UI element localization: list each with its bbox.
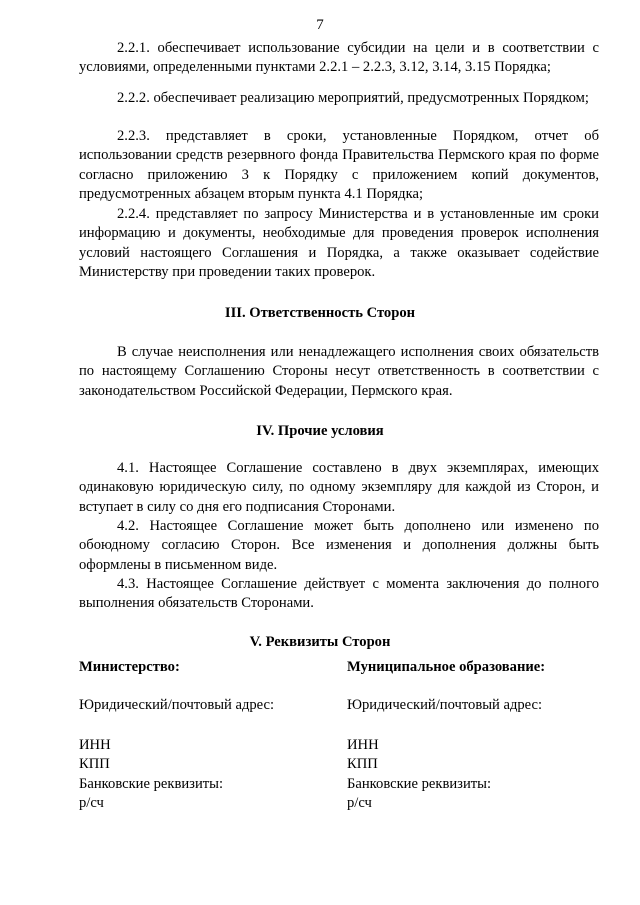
clause-4-1: 4.1. Настоящее Соглашение составлено в двух экземплярах, имеющих одинаковую юридическую силу, по одному экземпляру для каждой из Сторон, и вступает в силу со дня его подписания Сторонами. xyxy=(79,460,599,515)
municipality-bank-label: Банковские реквизиты: xyxy=(347,776,491,792)
clause-2-2-2: 2.2.2. обеспечивает реализацию мероприятий, предусмотренных Порядком; xyxy=(117,90,589,106)
clause-4-3: 4.3. Настоящее Соглашение действует с момента заключения до полного выполнения обязательств Сторонами. xyxy=(79,576,599,612)
municipality-inn-label: ИНН xyxy=(347,737,379,753)
ministry-kpp-label: КПП xyxy=(79,756,110,772)
section-5-heading: V. Реквизиты Сторон xyxy=(249,634,391,650)
ministry-account-label: р/сч xyxy=(79,795,104,811)
ministry-address-label: Юридический/почтовый адрес: xyxy=(79,697,275,713)
municipality-account-label: р/сч xyxy=(347,795,372,811)
clause-4-2: 4.2. Настоящее Соглашение может быть дополнено или изменено по обоюдному согласию Сторон. Все изменения и дополнения должны быть оформлены в письменном виде. xyxy=(79,518,599,573)
clause-2-2-4: 2.2.4. представляет по запросу Министерства и в установленные им сроки информацию и документы, необходимые для проведения проверок исполнения условий настоящего Соглашения и Порядка, а также оказывает содействие Министерству при проведении таких проверок. xyxy=(79,206,599,280)
page-number: 7 xyxy=(316,17,324,33)
ministry-title: Министерство: xyxy=(79,659,180,675)
section-3-text: В случае неисполнения или ненадлежащего исполнения своих обязательств по настоящему Соглашению Стороны несут ответственность в соответствии с законодательством Российской Федерации, Пермского края. xyxy=(79,344,599,399)
section-3-heading: III. Ответственность Сторон xyxy=(224,305,416,321)
clause-2-2-3: 2.2.3. представляет в сроки, установленные Порядком, отчет об использовании средств резервного фонда Правительства Пермского края по форме согласно приложению 3 к Порядку с приложением копий документов, предусмотренных абзацем вторым пункта 4.1 Порядка; xyxy=(79,128,599,202)
ministry-inn-label: ИНН xyxy=(79,737,111,753)
clause-2-2-1: 2.2.1. обеспечивает использование субсидии на цели и в соответствии с условиями, определенными пунктами 2.2.1 – 2.2.3, 3.12, 3.14, 3.15 Порядка; xyxy=(79,40,599,76)
municipality-address-label: Юридический/почтовый адрес: xyxy=(347,697,543,713)
municipality-kpp-label: КПП xyxy=(347,756,378,772)
ministry-bank-label: Банковские реквизиты: xyxy=(79,776,223,792)
section-4-heading: IV. Прочие условия xyxy=(256,423,384,439)
municipality-title: Муниципальное образование: xyxy=(347,659,546,675)
